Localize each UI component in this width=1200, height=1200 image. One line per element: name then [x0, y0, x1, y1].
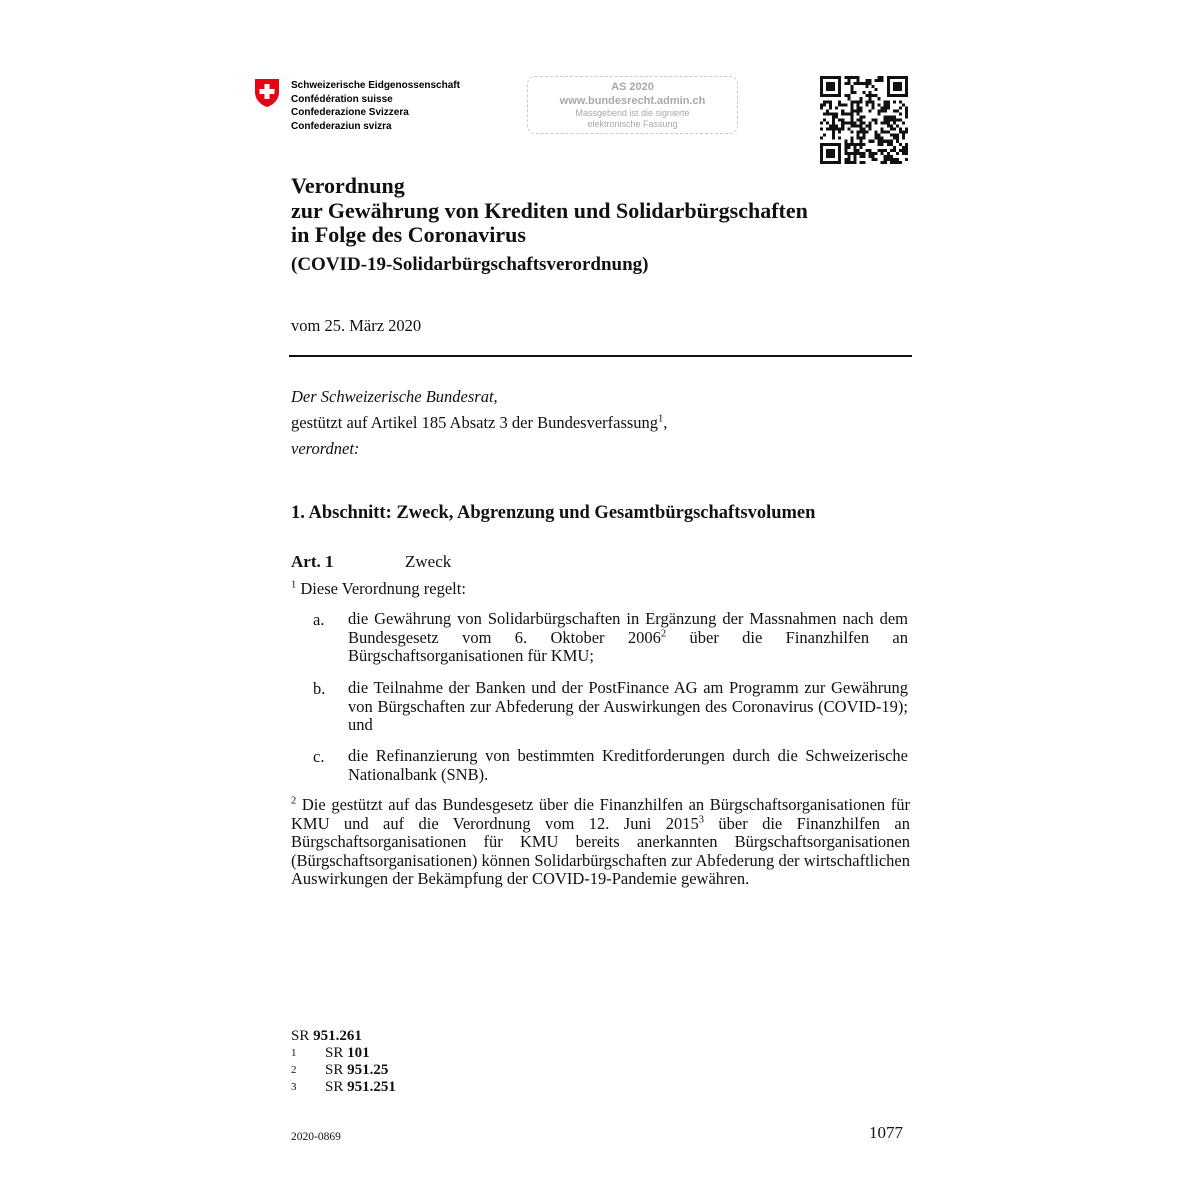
confederation-name-rm: Confederaziun svizra: [291, 120, 392, 132]
list-item: [348, 610, 908, 666]
qr-code-modules: [820, 76, 908, 164]
article-title: Zweck: [405, 552, 452, 571]
list-item-letter: c.: [313, 747, 325, 766]
short-title: (COVID-19-Solidarbürgschaftsverordnung): [291, 254, 649, 275]
official-publication-stamp: [527, 76, 738, 134]
footnote-1: [291, 1045, 370, 1062]
footnote-3: [291, 1079, 396, 1096]
footnote-prefix: SR: [325, 1045, 344, 1061]
preamble-basis: [291, 413, 667, 433]
confederation-names: [291, 79, 460, 133]
document-id: 2020-0869: [291, 1131, 341, 1143]
page-number: 1077: [869, 1123, 903, 1142]
list-item: die Teilnahme der Banken und der PostFinance AG am Programm zur Gewährung von Bürgschaften zur Abfederung der Auswirkungen des Coronavirus (COVID-19); und: [348, 678, 908, 734]
confederation-name-fr: Confédération suisse: [291, 93, 393, 105]
title-divider: [289, 355, 912, 357]
footnote-prefix: SR: [325, 1079, 344, 1095]
stamp-note-1: Massgebend ist die signierte: [575, 108, 690, 118]
paragraph-number: 1: [291, 579, 297, 591]
footnote-prefix: SR: [325, 1062, 344, 1078]
paragraph-number: 2: [291, 795, 297, 807]
footnote-ref-link[interactable]: 951.25: [347, 1062, 389, 1078]
enactment-date: vom 25. März 2020: [291, 316, 422, 335]
footnote-num: 1: [291, 1047, 297, 1059]
footnote-2: [291, 1062, 388, 1079]
stamp-url: www.bundesrecht.admin.ch: [559, 95, 706, 107]
list-item: die Refinanzierung von bestimmten Kreditforderungen durch die Schweizerische Nationalbank (SNB).: [348, 746, 908, 784]
title-line-3: in Folge des Coronavirus: [291, 222, 526, 247]
list-item-letter: a.: [313, 610, 325, 629]
sr-prefix: SR: [291, 1028, 310, 1044]
paragraph-intro: Diese Verordnung regelt:: [300, 579, 466, 598]
footnote-ref-link[interactable]: 951.251: [347, 1079, 396, 1095]
confederation-name-de: Schweizerische Eidgenossenschaft: [291, 80, 460, 91]
footnote-num: 2: [291, 1064, 297, 1076]
document-title: [291, 174, 808, 248]
section-heading: 1. Abschnitt: Zweck, Abgrenzung und Gesamtbürgschaftsvolumen: [291, 503, 816, 523]
footnote-marker-1[interactable]: 1: [658, 413, 664, 425]
list-item-text-end: über die Finanzhilfen an Bürgschaftsorganisationen für KMU;: [348, 627, 908, 665]
article-paragraph-2: [291, 796, 910, 889]
article-heading: [291, 552, 451, 572]
stamp-note-2: elektronische Fassung: [587, 119, 678, 129]
sr-number: [291, 1028, 362, 1045]
footnote-ref-link[interactable]: 101: [347, 1045, 370, 1061]
title-line-1: Verordnung: [291, 173, 405, 198]
paragraph-text-end: über die Finanzhilfen an Bürgschaftsorganisationen für KMU bereits anerkannten Bürgschaftsorganisationen (Bürgschaftsorganisationen) können Solidarbürgschaften zur Abfederung der wirtschaftlichen Auswirkungen der Bekämpfung der COVID-19-Pandemie gewähren.: [291, 813, 910, 888]
stamp-collection: AS 2020: [611, 81, 654, 93]
paragraph-text: Die gestützt auf das Bundesgesetz über die Finanzhilfen an Bürgschaftsorganisationen für KMU und auf die Verordnung vom 12. Juni 2015: [291, 795, 911, 833]
confederation-name-it: Confederazione Svizzera: [291, 107, 409, 118]
preamble-authority: Der Schweizerische Bundesrat,: [291, 387, 498, 406]
list-item-text: die Gewährung von Solidarbürgschaften in Ergänzung der Massnahmen nach dem Bundesgesetz vom 6. Oktober 2006: [348, 609, 908, 647]
preamble-basis-text: gestützt auf Artikel 185 Absatz 3 der Bundesverfassung: [291, 413, 659, 432]
list-item-letter: b.: [313, 679, 326, 698]
footnote-marker-2[interactable]: 2: [660, 628, 667, 639]
article-paragraph-1: [291, 580, 911, 599]
preamble-decrees: verordnet:: [291, 439, 360, 458]
swiss-coat-of-arms-icon: [253, 78, 281, 108]
article-number: Art. 1: [291, 552, 334, 571]
footnote-marker-3[interactable]: 3: [698, 814, 704, 825]
qr-code-icon: [820, 76, 908, 164]
footnote-num: 3: [291, 1081, 297, 1093]
sr-main-ref: 951.261: [313, 1028, 362, 1044]
preamble-basis-end: ,: [663, 413, 668, 432]
title-line-2: zur Gewährung von Krediten und Solidarbürgschaften: [291, 197, 808, 223]
